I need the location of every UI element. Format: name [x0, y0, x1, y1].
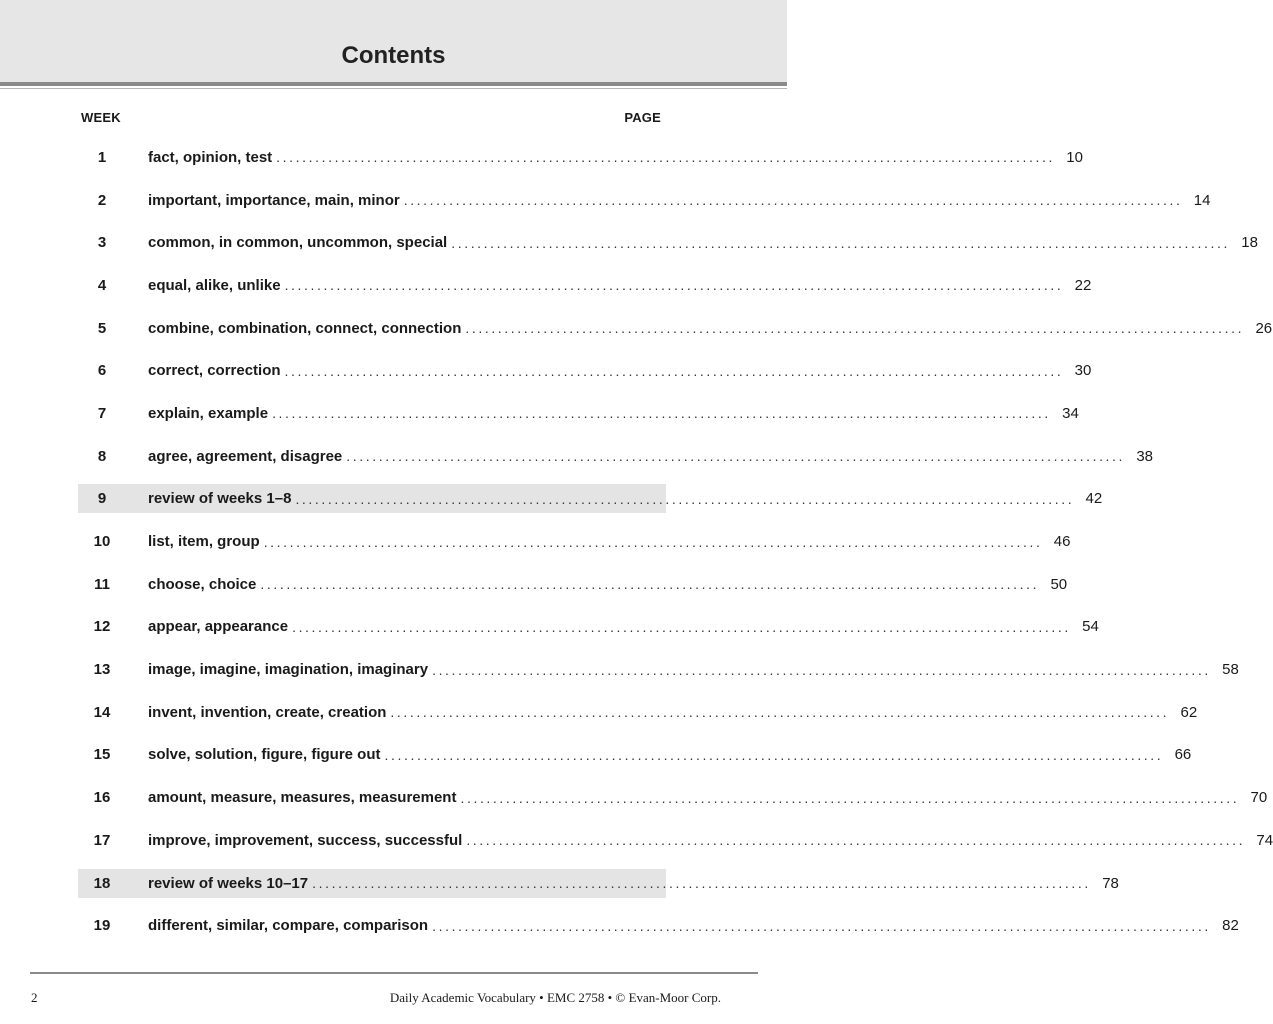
week-topic: agree, agreement, disagree [148, 447, 343, 465]
week-number: 17 [93, 831, 111, 849]
week-topic: correct, correction [148, 362, 281, 380]
toc-row [78, 179, 1211, 222]
page-column-header: PAGE [624, 110, 661, 125]
toc-row [78, 435, 1154, 478]
dot-leader: ........................................................................................................................ [465, 320, 1245, 337]
page-number: 10 [1066, 148, 1083, 166]
week-number: 11 [94, 575, 110, 593]
week-topic: combine, combination, connect, connection [148, 319, 462, 337]
page-number: 62 [1180, 703, 1198, 721]
dot-leader: ........................................................................................................................ [276, 149, 1055, 166]
footer-credit: Daily Academic Vocabulary • EMC 2758 • © Evan-Moor Corp. [389, 990, 721, 1005]
toc-row [78, 776, 1268, 819]
week-topic: improve, improvement, success, successful [148, 831, 463, 849]
page-number: 54 [1082, 618, 1099, 636]
dot-leader: ........................................................................................................................ [272, 405, 1051, 422]
page-number: 34 [1062, 404, 1079, 422]
week-number: 10 [93, 533, 111, 551]
week-number: 13 [93, 661, 111, 679]
week-topic: common, in common, uncommon, special [148, 234, 448, 252]
toc-row [78, 349, 1092, 392]
dot-leader: ........................................................................................................................ [403, 192, 1183, 209]
toc-row [78, 904, 1239, 947]
week-number: 2 [97, 191, 107, 209]
week-number: 19 [93, 917, 111, 935]
dot-leader: ........................................................................................................................ [466, 832, 1246, 849]
week-number: 7 [97, 404, 107, 422]
header-divider [0, 82, 787, 86]
dot-leader: ........................................................................................................................ [390, 704, 1170, 721]
page-number: 70 [1250, 789, 1268, 807]
dot-leader: ........................................................................................................................ [451, 234, 1230, 251]
toc-row [78, 734, 1192, 777]
week-number: 16 [93, 789, 111, 807]
toc-row [78, 563, 1068, 606]
page-number: 14 [1193, 191, 1211, 209]
page-number: 50 [1050, 575, 1068, 593]
page-number: 42 [1085, 490, 1103, 508]
toc-row [78, 819, 1273, 862]
week-topic: different, similar, compare, comparison [148, 917, 429, 935]
week-topic: important, importance, main, minor [148, 191, 400, 209]
page-title: Contents [341, 42, 446, 69]
toc-review-row [78, 484, 1103, 513]
page-number: 58 [1222, 661, 1239, 679]
week-topic: review of weeks 10–17 [148, 874, 309, 892]
footer-page-number: 2 [31, 990, 38, 1005]
toc-row [78, 691, 1198, 734]
week-topic: solve, solution, figure, figure out [148, 746, 381, 764]
page-number: 18 [1241, 234, 1258, 252]
toc-review-row [78, 869, 1119, 898]
dot-leader: ........................................................................................................................ [295, 490, 1075, 507]
dot-leader: ........................................................................................................................ [432, 661, 1211, 678]
week-number: 14 [93, 703, 111, 721]
week-number: 4 [97, 276, 107, 294]
page-number: 66 [1174, 746, 1192, 764]
toc-row [78, 307, 1273, 350]
page-number: 30 [1074, 362, 1092, 380]
week-number: 9 [97, 490, 107, 508]
week-number: 3 [97, 234, 107, 252]
week-topic: image, imagine, imagination, imaginary [148, 661, 429, 679]
week-topic: appear, appearance [148, 618, 289, 636]
week-topic: invent, invention, create, creation [148, 703, 387, 721]
toc-row [78, 221, 1258, 264]
week-topic: choose, choice [148, 575, 257, 593]
week-number: 12 [93, 618, 111, 636]
page-number: 74 [1256, 831, 1273, 849]
week-topic: review of weeks 1–8 [148, 490, 292, 508]
week-number: 6 [97, 362, 107, 380]
page-number: 46 [1053, 533, 1071, 551]
dot-leader: ........................................................................................................................ [263, 533, 1043, 550]
week-number: 15 [93, 746, 111, 764]
week-number: 5 [97, 319, 107, 337]
week-topic: fact, opinion, test [148, 148, 273, 166]
page-number: 38 [1136, 447, 1154, 465]
table-of-contents [78, 136, 1273, 947]
week-topic: equal, alike, unlike [148, 276, 281, 294]
toc-row [78, 136, 1083, 179]
dot-leader: ........................................................................................................................ [284, 362, 1064, 379]
toc-row [78, 648, 1239, 691]
dot-leader: ........................................................................................................................ [460, 789, 1240, 806]
toc-row [78, 606, 1099, 649]
page-number: 82 [1222, 917, 1239, 935]
header-divider-thin [0, 88, 787, 89]
dot-leader: ........................................................................................................................ [346, 448, 1126, 465]
week-number: 18 [93, 874, 111, 892]
dot-leader: ........................................................................................................................ [260, 576, 1040, 593]
dot-leader: ........................................................................................................................ [292, 618, 1071, 635]
dot-leader: ........................................................................................................................ [284, 277, 1064, 294]
dot-leader: ........................................................................................................................ [312, 875, 1091, 892]
week-number: 8 [97, 447, 107, 465]
page-number: 78 [1102, 874, 1119, 892]
dot-leader: ........................................................................................................................ [384, 746, 1164, 763]
week-topic: explain, example [148, 404, 269, 422]
toc-row [78, 520, 1071, 563]
week-number: 1 [97, 148, 107, 166]
toc-row [78, 264, 1092, 307]
page-number: 26 [1255, 319, 1273, 337]
footer-divider [30, 972, 758, 974]
week-topic: list, item, group [148, 533, 260, 551]
dot-leader: ........................................................................................................................ [432, 917, 1211, 934]
page-number: 22 [1074, 276, 1092, 294]
week-topic: amount, measure, measures, measurement [148, 789, 457, 807]
toc-row [78, 392, 1079, 435]
week-column-header: WEEK [81, 110, 121, 125]
